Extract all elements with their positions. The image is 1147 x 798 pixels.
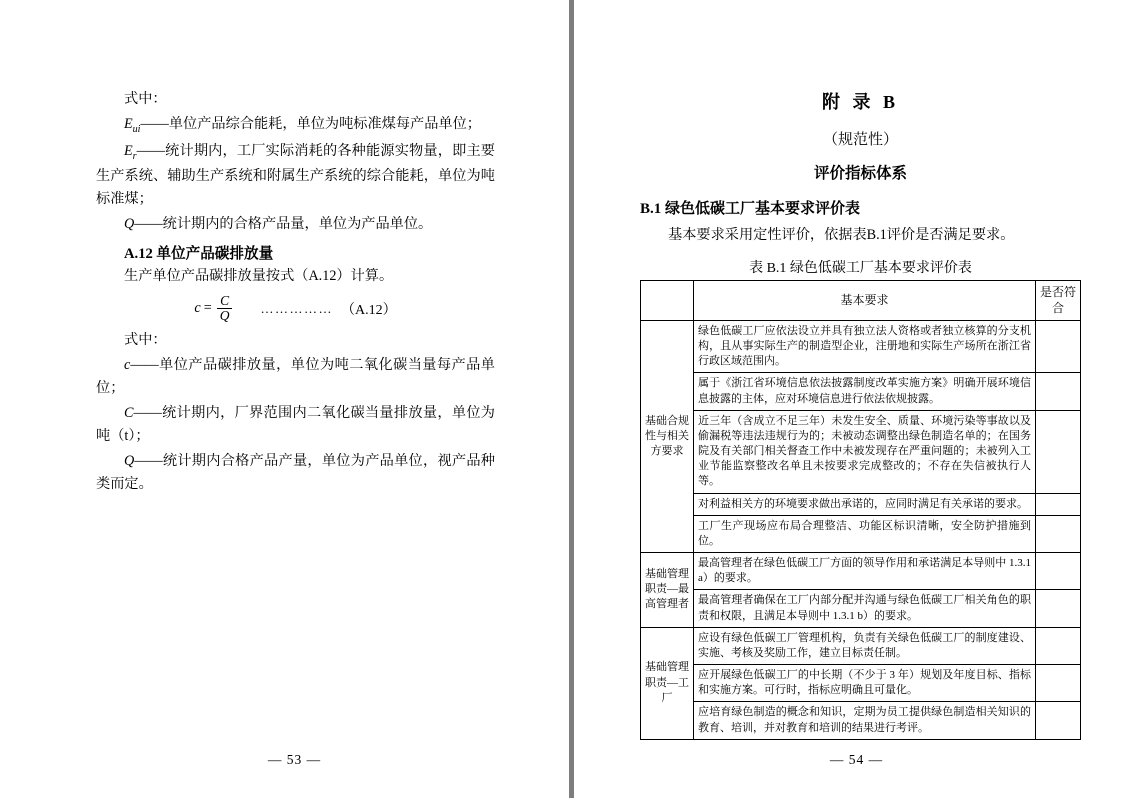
requirement-cell: 工厂生产现场应布局合理整洁、功能区标识清晰，安全防护措施到位。 [694,515,1036,552]
table-row [641,410,1081,493]
definition-q: Q——统计期内的合格产品量，单位为产品单位。 [124,216,433,233]
section-paragraph-b1: 基本要求采用定性评价，依据表B.1评价是否满足要求。 [668,227,1015,243]
formula-a12 [96,294,495,323]
requirement-cell: 对利益相关方的环境要求做出承诺的，应同时满足有关承诺的要求。 [694,493,1036,515]
definition-er: $E_r——$统计期内，工厂实际消耗的各种能源实物量，即主要生产系统、辅助生产系统和附属生产系统的综合能耗，单位为吨标准煤； [96,143,495,208]
evaluation-table [640,280,1081,740]
page-left [0,0,569,798]
table-header-conformity: 是否符合 [1036,280,1081,320]
table-header-blank [641,280,694,320]
formula-fraction [217,294,233,323]
category-cell-factory: 基础管理职责—工厂 [641,627,694,739]
conformity-cell[interactable] [1036,665,1081,702]
requirement-cell: 属于《浙江省环境信息依法披露制度改革实施方案》明确开展环境信息披露的主体，应对环境信息进行依法依规披露。 [694,373,1036,410]
table-row [641,665,1081,702]
requirement-cell: 最高管理者确保在工厂内部分配并沟通与绿色低碳工厂相关角色的职责和权限，且满足本导则中 1.3.1 b）的要求。 [694,590,1036,627]
section-title-a12: A.12 单位产品碳排放量 [124,246,274,263]
table-header-row [641,280,1081,320]
table-row [641,373,1081,410]
conformity-cell[interactable] [1036,590,1081,627]
conformity-cell[interactable] [1036,702,1081,739]
conformity-cell[interactable] [1036,627,1081,664]
conformity-cell[interactable] [1036,515,1081,552]
table-row [641,515,1081,552]
requirement-cell: 应设有绿色低碳工厂管理机构，负责有关绿色低碳工厂的制度建设、实施、考核及奖励工作，建立目标责任制。 [694,627,1036,664]
section-para-a12: 生产单位产品碳排放量按式（A.12）计算。 [124,268,394,285]
requirement-cell: 应培育绿色制造的概念和知识，定期为员工提供绿色制造相关知识的教育、培训，并对教育和培训的结果进行考评。 [694,702,1036,739]
formula-dots: …………… [260,300,333,316]
requirement-cell: 近三年（含成立不足三年）未发生安全、质量、环境污染等事故以及偷漏税等违法违规行为的；未被动态调整出绿色制造名单的；在国务院及有关部门相关督查工作中未被发现存在严重问题的；未被列入工业节能监察整改名单且未按要求完成整改的；不存在失信被执行人等。 [694,410,1036,493]
table-header-requirement: 基本要求 [694,280,1036,320]
table-row [641,553,1081,590]
section-heading-b1: B.1 绿色低碳工厂基本要求评价表 [640,201,861,217]
conformity-cell[interactable] [1036,493,1081,515]
formula-numerator: C [220,293,230,309]
shizhong-label-top: 式中： [124,91,167,107]
formula-denominator: Q [217,308,233,323]
shizhong-label-bottom: 式中： [124,332,167,349]
table-caption: 表 B.1 绿色低碳工厂基本要求评价表 [749,260,972,276]
page-number-left: — 53 — [267,752,322,767]
page-number-right: — 54 — [829,752,884,767]
definition-eui: $E_{ui}——$单位产品综合能耗，单位为吨标准煤每产品单位； [124,116,481,135]
definition-q-lower: Q——统计期内合格产品产量，单位为产品单位，视产品种类而定。 [96,453,495,493]
requirement-cell: 应开展绿色低碳工厂的中长期（不少于 3 年）规划及年度目标、指标和实施方案。可行时，指标应明确且可量化。 [694,665,1036,702]
definition-c-lower: c——单位产品碳排放量，单位为吨二氧化碳当量每产品单位； [96,357,495,397]
table-row [641,320,1081,373]
category-cell-compliance: 基础合规性与相关方要求 [641,320,694,552]
page-right [574,0,1147,798]
conformity-cell[interactable] [1036,410,1081,493]
table-row [641,702,1081,739]
formula-number: （A.12） [340,302,397,318]
appendix-title: 附 录 B [821,92,899,112]
category-cell-top-management: 基础管理职责—最高管理者 [641,553,694,628]
requirement-cell: 最高管理者在绿色低碳工厂方面的领导作用和承诺满足本导则中 1.3.1 a）的要求。 [694,553,1036,590]
table-row [641,493,1081,515]
conformity-cell[interactable] [1036,553,1081,590]
formula-equals: = [203,300,212,317]
formula-lhs: c [194,300,201,317]
appendix-type: （规范性） [822,132,898,148]
conformity-cell[interactable] [1036,320,1081,373]
table-row [641,627,1081,664]
appendix-name: 评价指标体系 [813,165,907,182]
requirement-cell: 绿色低碳工厂应依法设立并具有独立法人资格或者独立核算的分支机构，且从事实际生产的制造型企业，注册地和实际生产场所在浙江省行政区域范围内。 [694,320,1036,373]
definition-c-upper: C——统计期内，厂界范围内二氧化碳当量排放量，单位为吨（t）； [96,405,495,445]
conformity-cell[interactable] [1036,373,1081,410]
table-row [641,590,1081,627]
